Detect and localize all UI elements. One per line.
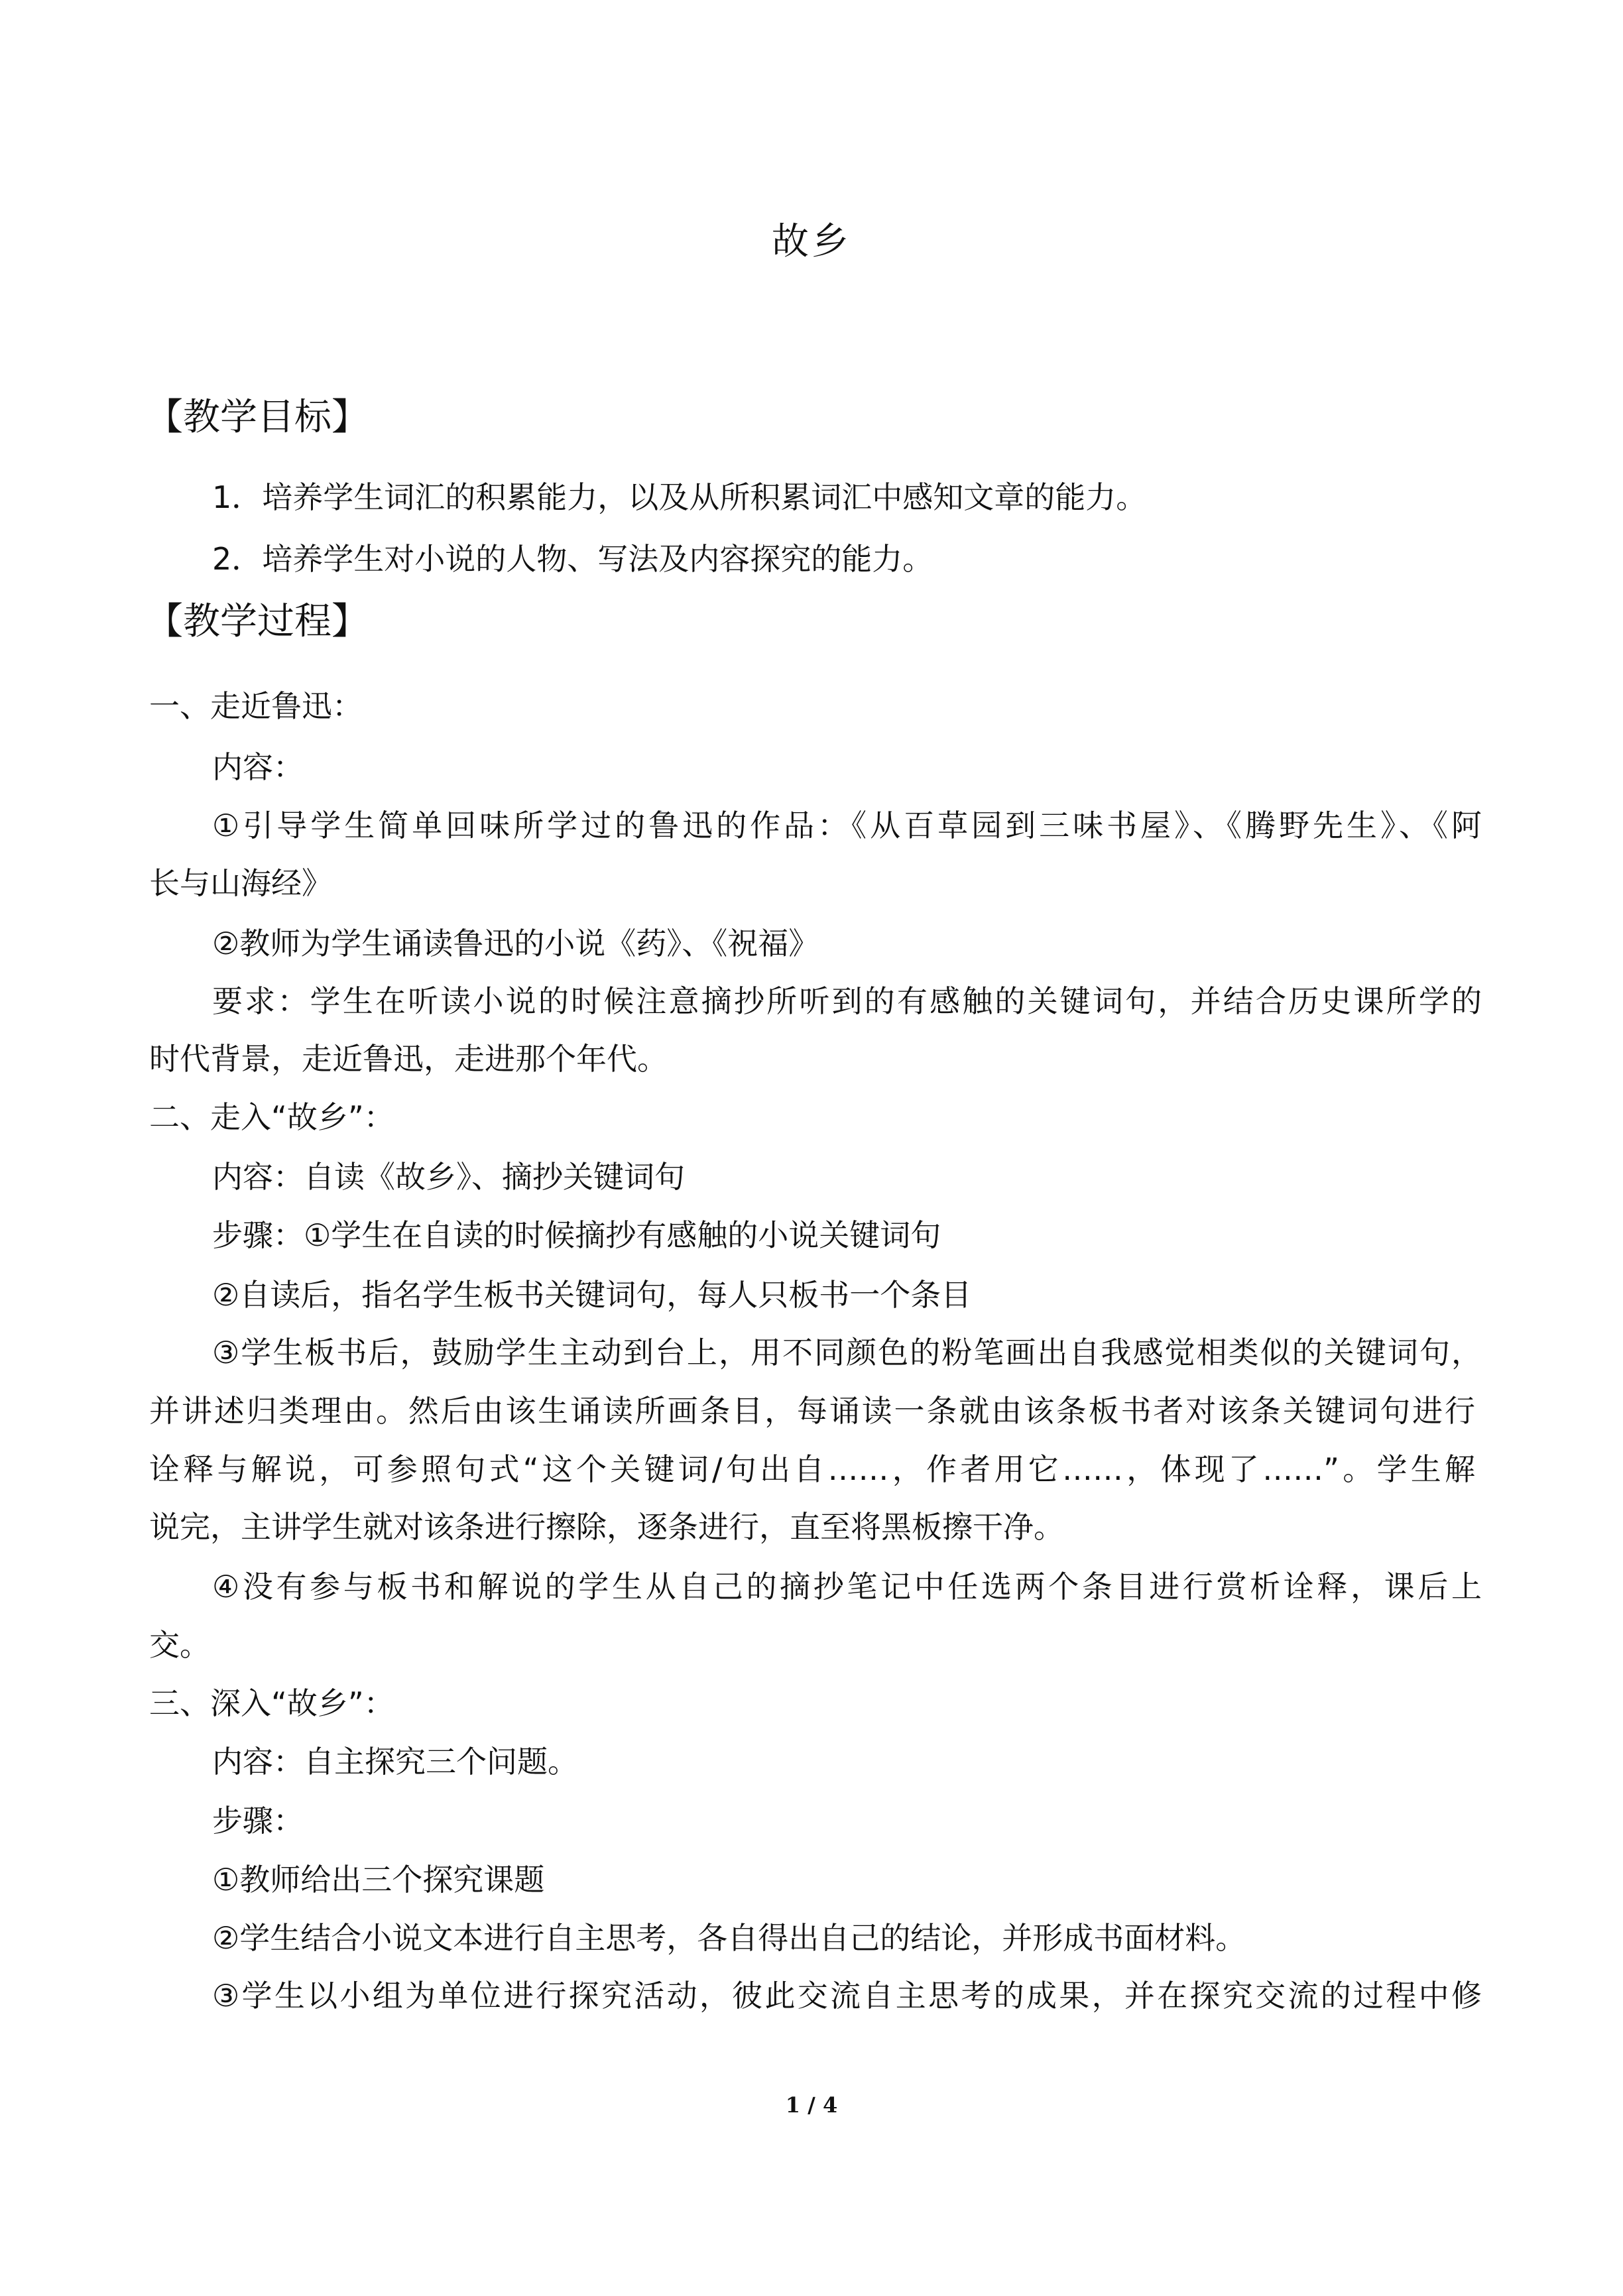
text-line: 内容：: [212, 749, 304, 785]
section-heading-goals: 【教学目标】: [146, 396, 369, 439]
text-line: ③学生以小组为单位进行探究活动，彼此交流自主思考的成果，并在探究交流的过程中修: [212, 1978, 1482, 2014]
step-heading-3: 三、深入“故乡”：: [149, 1685, 394, 1721]
text-line: ②教师为学生诵读鲁迅的小说《药》、《祝福》: [212, 926, 819, 961]
text-line: 步骤：①学生在自读的时候摘抄有感触的小说关键词句: [212, 1217, 941, 1253]
text-line: ①引导学生简单回味所学过的鲁迅的作品：《从百草园到三味书屋》、《腾野先生》、《阿: [212, 808, 1482, 843]
text-line: 并讲述归类理由。然后由该生诵读所画条目，每诵读一条就由该条板书者对该条关键词句进行: [149, 1393, 1475, 1429]
text-line: 诠释与解说，可参照句式“这个关键词/句出自……，作者用它……，体现了……”。学生解: [149, 1451, 1475, 1487]
text-line: ②自读后，指名学生板书关键词句，每人只板书一个条目: [212, 1277, 972, 1313]
text-line: ③学生板书后，鼓励学生主动到台上，用不同颜色的粉笔画出自我感觉相类似的关键词句，: [212, 1335, 1482, 1370]
text-line: 要求：学生在听读小说的时候注意摘抄所听到的有感触的关键词句，并结合历史课所学的: [212, 983, 1482, 1019]
goal-item-1: 1．培养学生词汇的积累能力，以及从所积累词汇中感知文章的能力。: [212, 479, 1147, 515]
step-heading-2: 二、走入“故乡”：: [149, 1099, 394, 1135]
text-line: ②学生结合小说文本进行自主思考，各自得出自己的结论，并形成书面材料。: [212, 1920, 1246, 1956]
goal-item-2: 2．培养学生对小说的人物、写法及内容探究的能力。: [212, 541, 933, 577]
text-line: 内容：自读《故乡》、摘抄关键词句: [212, 1159, 685, 1195]
step-heading-1: 一、走近鲁迅：: [149, 688, 363, 724]
page-title: 故乡: [772, 220, 851, 263]
text-line: 长与山海经》: [149, 865, 332, 901]
text-line: ④没有参与板书和解说的学生从自己的摘抄笔记中任选两个条目进行赏析诠释，课后上: [212, 1569, 1482, 1604]
page-number: 1 / 4: [785, 2092, 838, 2118]
text-line: 内容：自主探究三个问题。: [212, 1744, 578, 1780]
text-line: ①教师给出三个探究课题: [212, 1862, 545, 1898]
text-line: 时代背景，走近鲁迅，走进那个年代。: [149, 1041, 668, 1077]
section-heading-process: 【教学过程】: [146, 600, 369, 643]
text-line: 说完，主讲学生就对该条进行擦除，逐条进行，直至将黑板擦干净。: [149, 1509, 1064, 1545]
text-line: 步骤：: [212, 1803, 304, 1839]
text-line: 交。: [149, 1627, 210, 1663]
